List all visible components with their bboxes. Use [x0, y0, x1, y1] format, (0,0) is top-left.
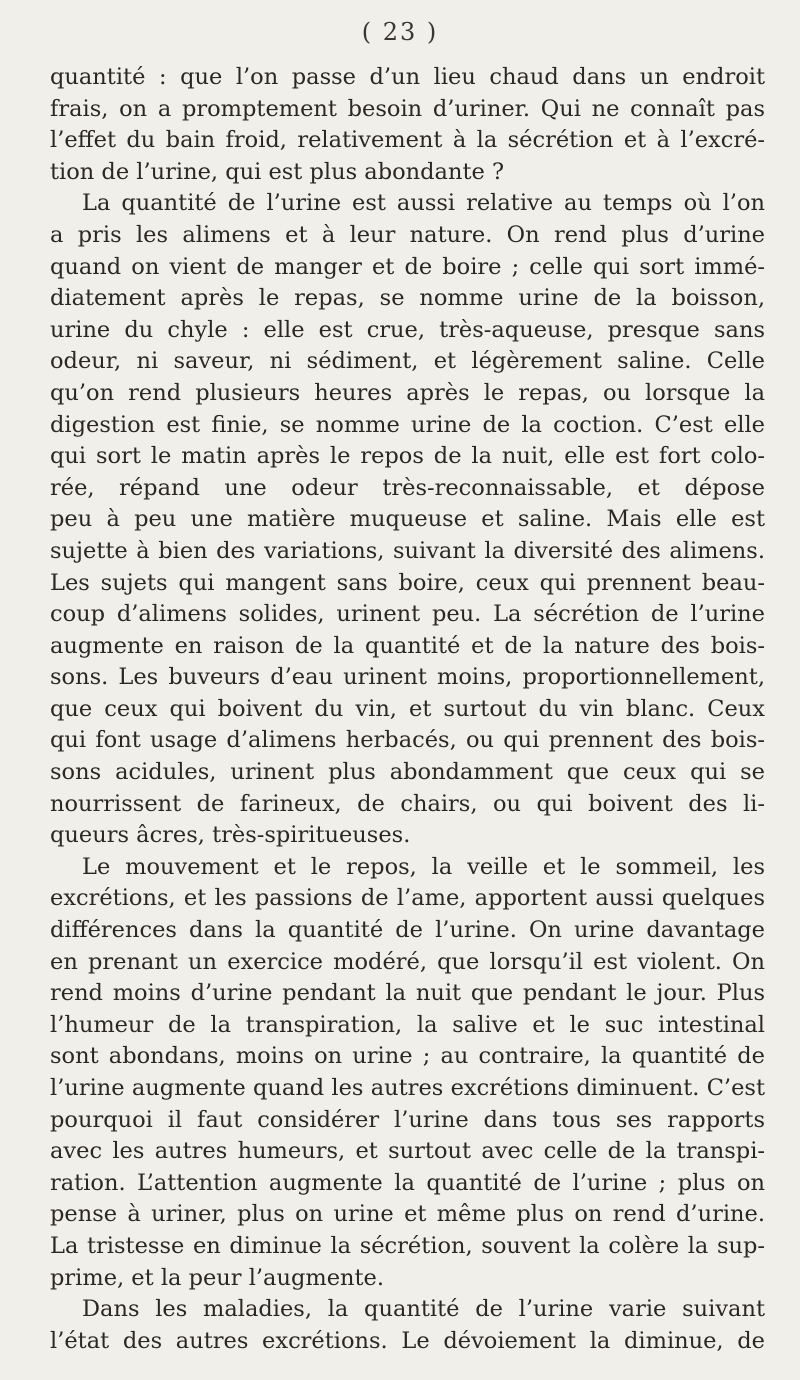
- text-line: quand on vient de manger et de boire ; celle qui sort immé-: [50, 253, 765, 280]
- text-line: augmente en raison de la quantité et de la nature des bois-: [50, 632, 765, 659]
- text-line: odeur, ni saveur, ni sédiment, et légèrement saline. Celle: [50, 348, 765, 375]
- text-line: en prenant un exercice modéré, que lorsqu’il est violent. On: [50, 948, 765, 975]
- text-line: queurs âcres, très-spiritueuses.: [50, 822, 411, 849]
- text-line: sont abondans, moins on urine ; au contraire, la quantité de: [50, 1043, 765, 1070]
- text-line: qu’on rend plusieurs heures après le repas, ou lorsque la: [50, 379, 765, 406]
- text-line: l’urine augmente quand les autres excrétions diminuent. C’est: [50, 1075, 765, 1101]
- text-line: l’état des autres excrétions. Le dévoiement la diminue, de: [50, 1327, 765, 1354]
- paragraph-start: Le mouvement et le repos, la veille et le sommeil, les: [82, 853, 765, 880]
- text-line: Les sujets qui mangent sans boire, ceux qui prennent beau-: [50, 569, 765, 596]
- page-number: ( 23 ): [361, 18, 439, 46]
- text-line: excrétions, et les passions de l’ame, apportent aussi quelques: [50, 885, 765, 912]
- text-line: La tristesse en diminue la sécrétion, souvent la colère la sup-: [50, 1232, 765, 1259]
- text-line: a pris les alimens et à leur nature. On rend plus d’urine: [50, 221, 765, 248]
- text-line: quantité : que l’on passe d’un lieu chaud dans un endroit: [50, 64, 765, 90]
- text-line: rée, répand une odeur très-reconnaissable, et dépose: [50, 474, 765, 501]
- text-line: pense à uriner, plus on urine et même plus on rend d’urine.: [50, 1201, 765, 1228]
- text-line: qui font usage d’alimens herbacés, ou qui prennent des bois-: [50, 727, 765, 754]
- paragraph-start: La quantité de l’urine est aussi relative au temps où l’on: [82, 190, 765, 217]
- text-line: sujette à bien des variations, suivant la diversité des alimens.: [50, 537, 765, 564]
- text-line: frais, on a promptement besoin d’uriner. Qui ne connaît pas: [50, 95, 765, 122]
- text-line: diatement après le repas, se nomme urine de la boisson,: [50, 285, 765, 312]
- text-line: digestion est finie, se nomme urine de la coction. C’est elle: [50, 411, 765, 438]
- text-line: coup d’alimens solides, urinent peu. La sécrétion de l’urine: [50, 601, 765, 628]
- text-line: l’effet du bain froid, relativement à la sécrétion et à l’excré-: [50, 127, 765, 154]
- text-line: urine du chyle : elle est crue, très-aqueuse, presque sans: [50, 316, 765, 343]
- text-line: rend moins d’urine pendant la nuit que pendant le jour. Plus: [50, 980, 765, 1007]
- paragraph-start: Dans les maladies, la quantité de l’urine varie suivant: [82, 1296, 765, 1323]
- text-line: qui sort le matin après le repos de la nuit, elle est fort colo-: [50, 443, 765, 470]
- text-line: peu à peu une matière muqueuse et saline. Mais elle est: [50, 506, 765, 533]
- text-line: que ceux qui boivent du vin, et surtout du vin blanc. Ceux: [50, 695, 765, 722]
- text-line: l’humeur de la transpiration, la salive et le suc intestinal: [50, 1011, 765, 1038]
- text-line: nourrissent de farineux, de chairs, ou qui boivent des li-: [50, 790, 765, 817]
- text-line: sons acidules, urinent plus abondamment que ceux qui se: [50, 759, 765, 786]
- text-line: ration. L’attention augmente la quantité de l’urine ; plus on: [50, 1169, 765, 1196]
- text-line: pourquoi il faut considérer l’urine dans tous ses rapports: [50, 1106, 765, 1133]
- text-line: prime, et la peur l’augmente.: [50, 1264, 385, 1291]
- body-text: [50, 62, 765, 1357]
- text-line: tion de l’urine, qui est plus abondante ?: [50, 158, 505, 185]
- text-line: sons. Les buveurs d’eau urinent moins, proportionnellement,: [50, 664, 765, 691]
- text-line: différences dans la quantité de l’urine. On urine davantage: [50, 917, 765, 944]
- text-line: avec les autres humeurs, et surtout avec celle de la transpi-: [50, 1138, 765, 1165]
